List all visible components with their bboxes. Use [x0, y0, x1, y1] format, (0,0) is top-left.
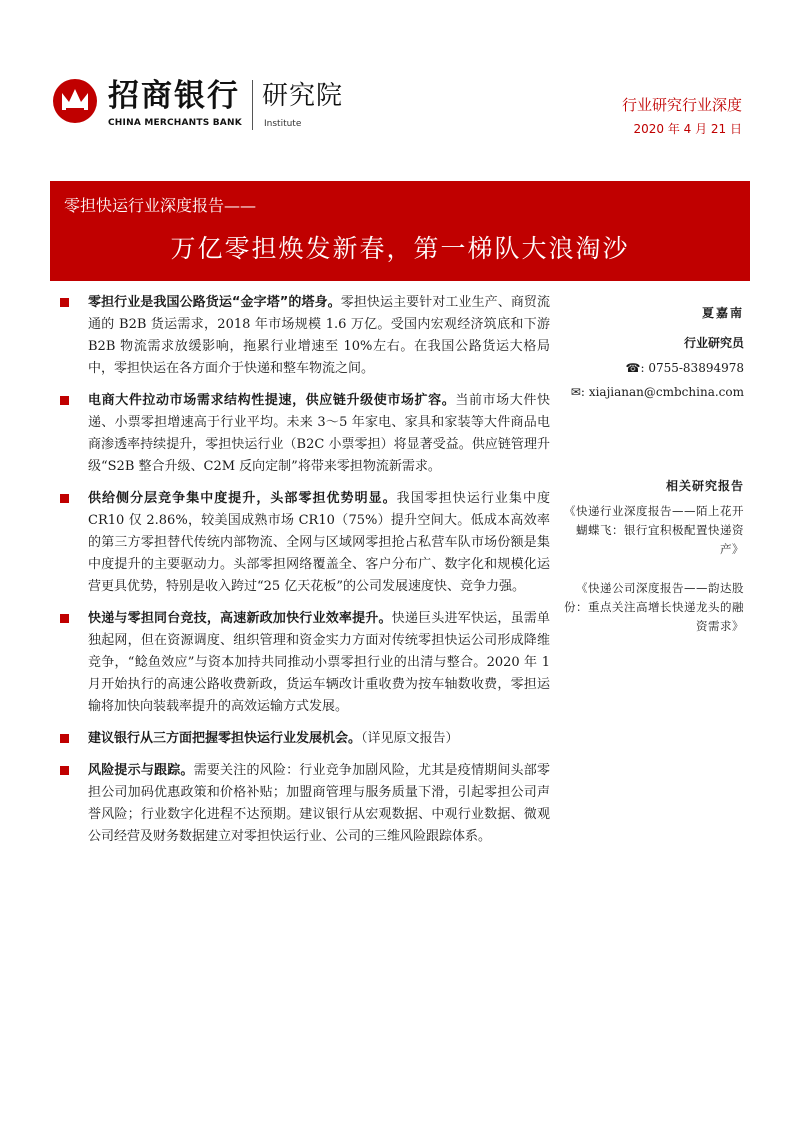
paragraph-lead: 风险提示与跟踪。 — [88, 763, 194, 778]
summary-paragraph — [58, 760, 550, 848]
paragraph-lead: 建议银行从三方面把握零担快运行业发展机会。 — [88, 731, 362, 746]
logo-chinese: 招商银行 — [108, 78, 240, 114]
author-phone — [560, 361, 744, 375]
paragraph-text: 我国零担快运行业集中度 CR10 仅 2.86%，较美国成熟市场 CR10（75%）提升空间大。低成本高效率的第三方零担替代传统内部物流、全网与区域网零担抢占私营车队市场份额是集中度提升的主要驱动力。头部零担网络覆盖全、客户分布广、数字化和规模化运营更具优势，特别是收入跨过“25 亿天花板”的公司发展速度快、竞争力强。 — [88, 491, 550, 594]
summary-paragraph — [58, 608, 550, 718]
related-report: 《快递行业深度报告——陌上花开蝴蝶飞：银行宜积极配置快递资产》 — [564, 504, 744, 556]
paragraph-text: 零担快运主要针对工业生产、商贸流通的 B2B 货运需求，2018 年市场规模 1.6 万亿。受国内宏观经济筑底和下游 B2B 物流需求放缓影响，拖累行业增速至 10%左右。在我国公路货运大格局中，零担快运在各方面介于快递和整车物流之间。 — [88, 295, 550, 376]
related-report: 《快递公司深度报告——韵达股份：重点关注高增长快递龙头的融资需求》 — [564, 581, 744, 633]
square-bullet-icon — [60, 614, 69, 623]
square-bullet-icon — [60, 298, 69, 307]
paragraph-text: 当前市场大件快递、小票零担增速高于行业平均。未来 3～5 年家电、家具和家装等大件商品电商渗透率持续提升，零担快运行业（B2C 小票零担）将显著受益。供应链管理升级“S2B 整合升级、C2M 反向定制”将带来零担物流新需求。 — [88, 393, 550, 474]
author-title: 行业研究员 — [683, 336, 744, 350]
mail-icon: ✉: — [570, 385, 585, 399]
author-sidebar — [560, 300, 744, 636]
summary-paragraph — [58, 488, 550, 598]
logo-english: CHINA MERCHANTS BANK — [108, 118, 242, 128]
email-address[interactable]: xiajianan@cmbchina.com — [588, 385, 744, 399]
square-bullet-icon — [60, 734, 69, 743]
square-bullet-icon — [60, 766, 69, 775]
banner-title: 万亿零担焕发新春，第一梯队大浪淘沙 — [170, 234, 630, 263]
summary-paragraph — [58, 728, 550, 750]
cmb-logo-icon — [52, 78, 98, 124]
author-email — [560, 385, 744, 399]
institute-chinese: 研究院 — [262, 81, 344, 111]
square-bullet-icon — [60, 396, 69, 405]
report-date: 2020 年 4 月 21 日 — [633, 122, 742, 136]
summary-body — [58, 292, 550, 858]
logo-divider — [252, 80, 253, 130]
paragraph-text: 需要关注的风险：行业竞争加剧风险，尤其是疫情期间头部零担公司加码优惠政策和价格补贴；加盟商管理与服务质量下滑，引起零担公司声誉风险；行业数字化进程不达预期。建议银行从宏观数据、中观行业数据、微观公司经营及财务数据建立对零担快运行业、公司的三维风险跟踪体系。 — [88, 763, 550, 844]
institute-english: Institute — [264, 119, 302, 129]
related-reports-title: 相关研究报告 — [665, 479, 744, 493]
summary-paragraph — [58, 292, 550, 380]
author-name: 夏嘉南 — [701, 306, 744, 320]
page-header — [0, 0, 800, 170]
paragraph-lead: 零担行业是我国公路货运“金字塔”的塔身。 — [88, 295, 341, 310]
paragraph-lead: 电商大件拉动市场需求结构性提速，供应链升级使市场扩容。 — [88, 393, 456, 408]
paragraph-text: （详见原文报告） — [361, 731, 459, 746]
paragraph-lead: 供给侧分层竞争集中度提升，头部零担优势明显。 — [88, 491, 397, 506]
phone-number: 0755-83894978 — [648, 361, 744, 375]
title-banner — [50, 181, 750, 281]
paragraph-lead: 快递与零担同台竞技，高速新政加快行业效率提升。 — [88, 611, 392, 626]
report-type: 行业研究行业深度 — [621, 96, 742, 114]
banner-subtitle: 零担快运行业深度报告—— — [64, 196, 257, 215]
paragraph-text: 快递巨头进军快运，虽需单独起网，但在资源调度、组织管理和资金实力方面对传统零担快运公司形成降维竞争，“鲶鱼效应”与资本加持共同推动小票零担行业的出清与整合。2020 年 1 月开始执行的高速公路收费新政，货运车辆改计重收费为按车轴数收费，零担运输将加快向装载率提升的高效运输方式发展。 — [88, 611, 550, 714]
square-bullet-icon — [60, 494, 69, 503]
phone-icon: ☎: — [625, 361, 645, 375]
summary-paragraph — [58, 390, 550, 478]
